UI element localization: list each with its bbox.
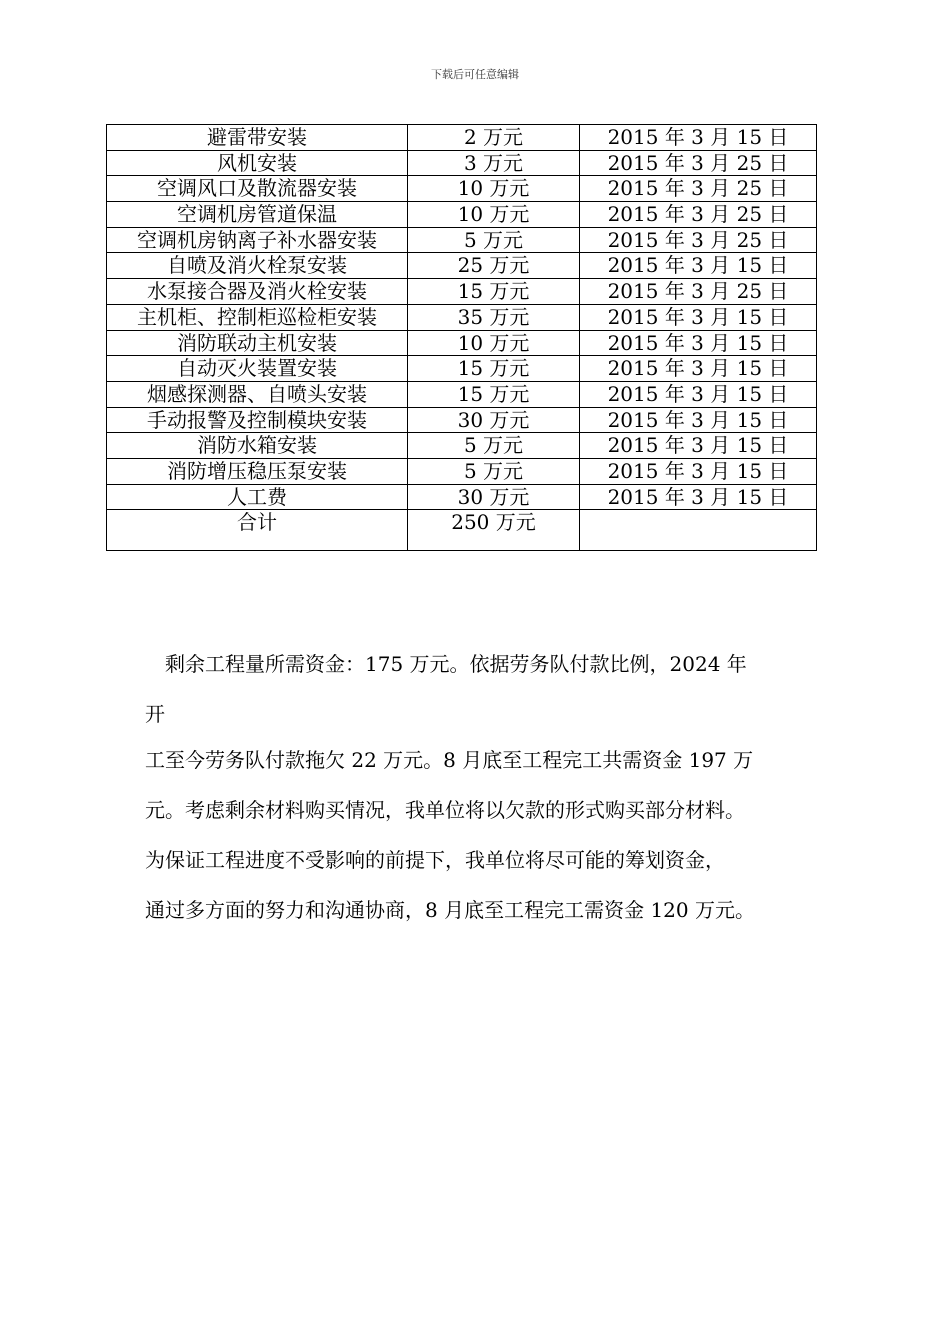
item-cell: 空调机房钠离子补水器安装 xyxy=(107,227,408,253)
amount-cell: 10 万元 xyxy=(408,330,580,356)
amount-cell: 2 万元 xyxy=(408,125,580,151)
table-row xyxy=(107,227,817,253)
amount-cell: 15 万元 xyxy=(408,279,580,305)
paragraph-line-2: 开 xyxy=(145,702,165,726)
item-cell: 空调机房管道保温 xyxy=(107,202,408,228)
cost-table xyxy=(106,124,817,551)
table-row xyxy=(107,279,817,305)
paragraph-line-5: 为保证工程进度不受影响的前提下，我单位将尽可能的筹划资金， xyxy=(145,848,725,872)
total-label-cell: 合计 xyxy=(107,510,408,551)
item-cell: 烟感探测器、自喷头安装 xyxy=(107,381,408,407)
table-row xyxy=(107,330,817,356)
table-row xyxy=(107,407,817,433)
amount-cell: 5 万元 xyxy=(408,227,580,253)
table-row xyxy=(107,304,817,330)
date-cell: 2015 年 3 月 15 日 xyxy=(580,253,817,279)
amount-cell: 25 万元 xyxy=(408,253,580,279)
date-cell: 2015 年 3 月 25 日 xyxy=(580,202,817,228)
paragraph-line-6: 通过多方面的努力和沟通协商，8 月底至工程完工需资金 120 万元。 xyxy=(145,898,755,922)
table-row xyxy=(107,433,817,459)
table-row xyxy=(107,202,817,228)
item-cell: 消防增压稳压泵安装 xyxy=(107,458,408,484)
date-cell: 2015 年 3 月 15 日 xyxy=(580,356,817,382)
total-row xyxy=(107,510,817,551)
item-cell: 水泵接合器及消火栓安装 xyxy=(107,279,408,305)
item-cell: 主机柜、控制柜巡检柜安装 xyxy=(107,304,408,330)
date-cell: 2015 年 3 月 25 日 xyxy=(580,227,817,253)
table-row xyxy=(107,381,817,407)
table-row xyxy=(107,125,817,151)
amount-cell: 15 万元 xyxy=(408,356,580,382)
date-cell: 2015 年 3 月 25 日 xyxy=(580,279,817,305)
table-row xyxy=(107,176,817,202)
amount-cell: 15 万元 xyxy=(408,381,580,407)
date-cell: 2015 年 3 月 15 日 xyxy=(580,125,817,151)
item-cell: 空调风口及散流器安装 xyxy=(107,176,408,202)
date-cell: 2015 年 3 月 15 日 xyxy=(580,484,817,510)
item-cell: 消防水箱安装 xyxy=(107,433,408,459)
date-cell: 2015 年 3 月 25 日 xyxy=(580,150,817,176)
item-cell: 自动灭火装置安装 xyxy=(107,356,408,382)
item-cell: 人工费 xyxy=(107,484,408,510)
item-cell: 自喷及消火栓泵安装 xyxy=(107,253,408,279)
date-cell: 2015 年 3 月 15 日 xyxy=(580,304,817,330)
amount-cell: 35 万元 xyxy=(408,304,580,330)
amount-cell: 5 万元 xyxy=(408,433,580,459)
table-row xyxy=(107,458,817,484)
date-cell: 2015 年 3 月 25 日 xyxy=(580,176,817,202)
total-date-cell xyxy=(580,510,817,551)
item-cell: 避雷带安装 xyxy=(107,125,408,151)
amount-cell: 5 万元 xyxy=(408,458,580,484)
paragraph-line-4: 元。考虑剩余材料购买情况，我单位将以欠款的形式购买部分材料。 xyxy=(145,798,745,822)
amount-cell: 3 万元 xyxy=(408,150,580,176)
item-cell: 消防联动主机安装 xyxy=(107,330,408,356)
table-row xyxy=(107,484,817,510)
total-amount-cell: 250 万元 xyxy=(408,510,580,551)
amount-cell: 30 万元 xyxy=(408,484,580,510)
page-header-note: 下载后可任意编辑 xyxy=(431,68,519,81)
item-cell: 风机安装 xyxy=(107,150,408,176)
date-cell: 2015 年 3 月 15 日 xyxy=(580,381,817,407)
cost-table-body xyxy=(107,125,817,551)
amount-cell: 10 万元 xyxy=(408,202,580,228)
paragraph-line-1: 剩余工程量所需资金：175 万元。依据劳务队付款比例，2024 年 xyxy=(165,652,747,676)
date-cell: 2015 年 3 月 15 日 xyxy=(580,433,817,459)
table-row xyxy=(107,253,817,279)
date-cell: 2015 年 3 月 15 日 xyxy=(580,458,817,484)
table-row xyxy=(107,356,817,382)
amount-cell: 10 万元 xyxy=(408,176,580,202)
item-cell: 手动报警及控制模块安装 xyxy=(107,407,408,433)
date-cell: 2015 年 3 月 15 日 xyxy=(580,407,817,433)
table-row xyxy=(107,150,817,176)
amount-cell: 30 万元 xyxy=(408,407,580,433)
date-cell: 2015 年 3 月 15 日 xyxy=(580,330,817,356)
paragraph-line-3: 工至今劳务队付款拖欠 22 万元。8 月底至工程完工共需资金 197 万 xyxy=(145,748,754,772)
